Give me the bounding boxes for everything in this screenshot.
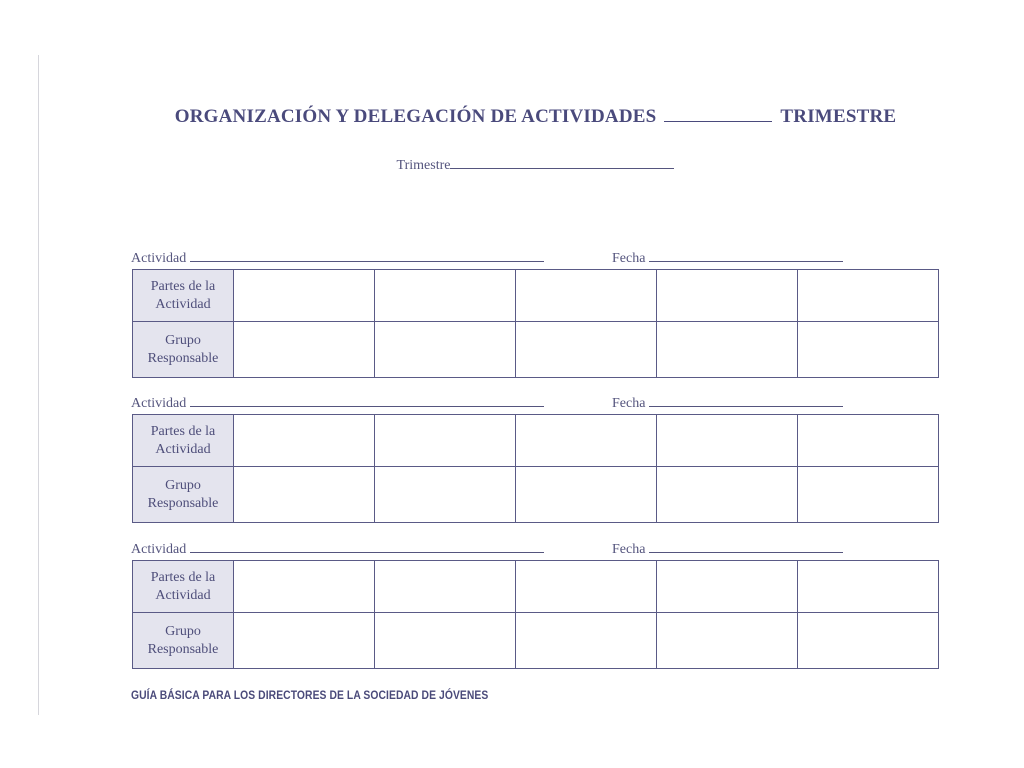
parts-cell[interactable] [798,270,939,322]
parts-cell[interactable] [234,561,375,613]
page-title [0,106,1024,128]
parts-cell[interactable] [234,415,375,467]
parts-cell[interactable] [657,415,798,467]
activity-line [131,249,544,267]
activity-label: Actividad [131,542,187,557]
activity-header-row [131,393,940,413]
date-line [612,249,843,267]
parts-cell[interactable] [375,415,516,467]
activity-grid [132,560,939,669]
group-cell[interactable] [516,467,657,523]
parts-cell[interactable] [375,270,516,322]
title-suffix: TRIMESTRE [780,106,897,127]
parts-header [133,561,234,613]
group-row [133,322,939,378]
activity-block-2 [131,393,940,511]
group-header [133,322,234,378]
parts-row [133,561,939,613]
group-cell[interactable] [657,322,798,378]
group-header [133,613,234,669]
trimester-field[interactable] [450,156,674,169]
parts-cell[interactable] [375,561,516,613]
group-cell[interactable] [375,322,516,378]
trimester-label: Trimestre [396,158,451,173]
date-line [612,540,843,558]
group-cell[interactable] [657,467,798,523]
footer-caption: GUÍA BÁSICA PARA LOS DIRECTORES DE LA SOCIEDAD DE JÓVENES [131,688,489,702]
trimester-line [0,156,1024,174]
title-text: ORGANIZACIÓN Y DELEGACIÓN DE ACTIVIDADES [174,106,657,127]
parts-cell[interactable] [516,270,657,322]
date-label: Fecha [612,542,646,557]
parts-header [133,415,234,467]
group-cell[interactable] [516,613,657,669]
group-cell[interactable] [798,467,939,523]
parts-cell[interactable] [516,415,657,467]
trimester-blank[interactable] [664,107,772,122]
group-row [133,613,939,669]
parts-header-line-2: Actividad [155,296,211,312]
scan-edge-line [38,55,39,715]
date-field[interactable] [649,394,843,407]
group-cell[interactable] [234,613,375,669]
parts-cell[interactable] [234,270,375,322]
group-header-line-2: Responsable [147,641,219,657]
activity-field[interactable] [190,249,544,262]
group-cell[interactable] [375,613,516,669]
group-header-line-1: Grupo [165,623,201,639]
parts-header-line-1: Partes de la [150,278,216,294]
activity-block-3 [131,539,940,657]
group-cell[interactable] [798,322,939,378]
parts-header-line-2: Actividad [155,587,211,603]
parts-cell[interactable] [657,561,798,613]
activity-field[interactable] [190,394,544,407]
group-cell[interactable] [516,322,657,378]
parts-header-line-1: Partes de la [150,423,216,439]
group-cell[interactable] [657,613,798,669]
date-label: Fecha [612,396,646,411]
group-header-line-1: Grupo [165,332,201,348]
activity-label: Actividad [131,396,187,411]
group-header-line-2: Responsable [147,350,219,366]
group-row [133,467,939,523]
parts-row [133,415,939,467]
group-header-line-1: Grupo [165,477,201,493]
parts-cell[interactable] [516,561,657,613]
parts-cell[interactable] [798,415,939,467]
parts-cell[interactable] [798,561,939,613]
activity-grid [132,269,939,378]
parts-row [133,270,939,322]
date-label: Fecha [612,251,646,266]
group-cell[interactable] [234,322,375,378]
group-cell[interactable] [234,467,375,523]
date-line [612,394,843,412]
activity-line [131,540,544,558]
activity-block-1 [131,248,940,366]
activity-line [131,394,544,412]
parts-cell[interactable] [657,270,798,322]
group-cell[interactable] [798,613,939,669]
group-header [133,467,234,523]
parts-header-line-2: Actividad [155,441,211,457]
activity-header-row [131,539,940,559]
date-field[interactable] [649,249,843,262]
date-field[interactable] [649,540,843,553]
parts-header [133,270,234,322]
activity-grid [132,414,939,523]
activity-header-row [131,248,940,268]
group-header-line-2: Responsable [147,495,219,511]
activity-label: Actividad [131,251,187,266]
group-cell[interactable] [375,467,516,523]
parts-header-line-1: Partes de la [150,569,216,585]
activity-field[interactable] [190,540,544,553]
